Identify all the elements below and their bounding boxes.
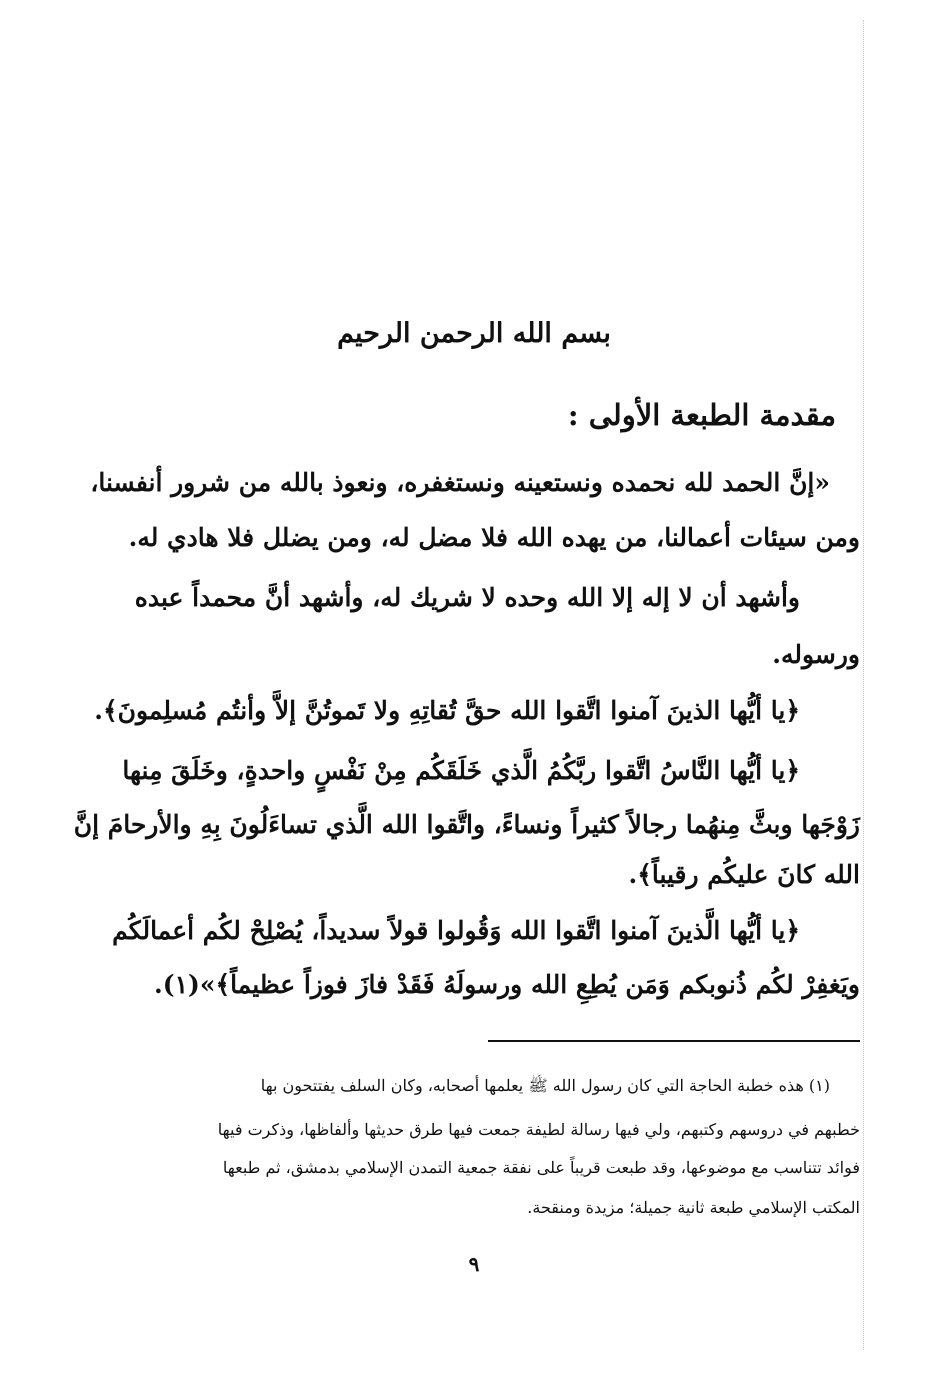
footnote-line: المكتب الإسلامي طبعة ثانية جميلة؛ مزيدة ومنقحة.	[527, 1198, 860, 1217]
quran-verse-line: الله كانَ عليكُم رقيباً﴾.	[628, 860, 860, 889]
footnote-line: خطبهم في دروسهم وكتبهم، ولي فيها رسالة لطيفة جمعت فيها طرق حديثها وألفاظها، وذكرت فيها	[217, 1120, 860, 1139]
section-heading: مقدمة الطبعة الأولى :	[567, 398, 836, 432]
quran-verse-line: زَوْجَها وبثَّ مِنهُما رجالاً كثيراً ونساءً، واتَّقوا الله الَّذي تساءَلُونَ بِهِ والأرحامَ إنَّ	[73, 810, 860, 839]
page-edge-shadow	[863, 20, 864, 1350]
footnote-line: (١) هذه خطبة الحاجة التي كان رسول الله ﷺ يعلمها أصحابه، وكان السلف يفتتحون بها	[260, 1076, 830, 1095]
quran-verse-line: ﴿يا أيُّها النَّاسُ اتَّقوا ربَّكُمُ الَّذي خَلَقَكُم مِنْ نَفْسٍ واحدةٍ، وخَلَقَ مِنها	[122, 756, 800, 785]
quran-verse-line: ويَغفِرْ لكُم ذُنوبكم وَمَن يُطِعِ الله ورسولَهُ فَقَدْ فازَ فوزاً عظيماً﴾»(١).	[154, 970, 860, 999]
quran-verse-line: ﴿يا أيُّها الَّذينَ آمنوا اتَّقوا الله وَقُولوا قولاً سديداً، يُصْلِحْ لكُم أعمالَكُم	[112, 916, 800, 945]
body-line: «إنَّ الحمد لله نحمده ونستعينه ونستغفره، ونعوذ بالله من شرور أنفسنا،	[90, 468, 830, 497]
body-line: ومن سيئات أعمالنا، من يهده الله فلا مضل له، ومن يضلل فلا هادي له.	[128, 523, 860, 552]
body-line: وأشهد أن لا إله إلا الله وحده لا شريك له، وأشهد أنَّ محمداً عبده	[134, 583, 800, 612]
footnote-line: فوائد تتناسب مع موضوعها، وقد طبعت قريباً على نفقة جمعية التمدن الإسلامي بدمشق، ثم طبعها	[222, 1158, 860, 1177]
page-number: ٩	[468, 1252, 480, 1276]
footnote-separator	[488, 1040, 860, 1042]
body-line: ورسوله.	[772, 640, 860, 669]
basmala: بسم الله الرحمن الرحيم	[337, 318, 611, 349]
quran-verse-line: ﴿يا أيُّها الذينَ آمنوا اتَّقوا الله حقَّ تُقاتِهِ ولا تَموتُنَّ إلاَّ وأنتُم مُسلِمونَ﴾.	[94, 696, 800, 725]
